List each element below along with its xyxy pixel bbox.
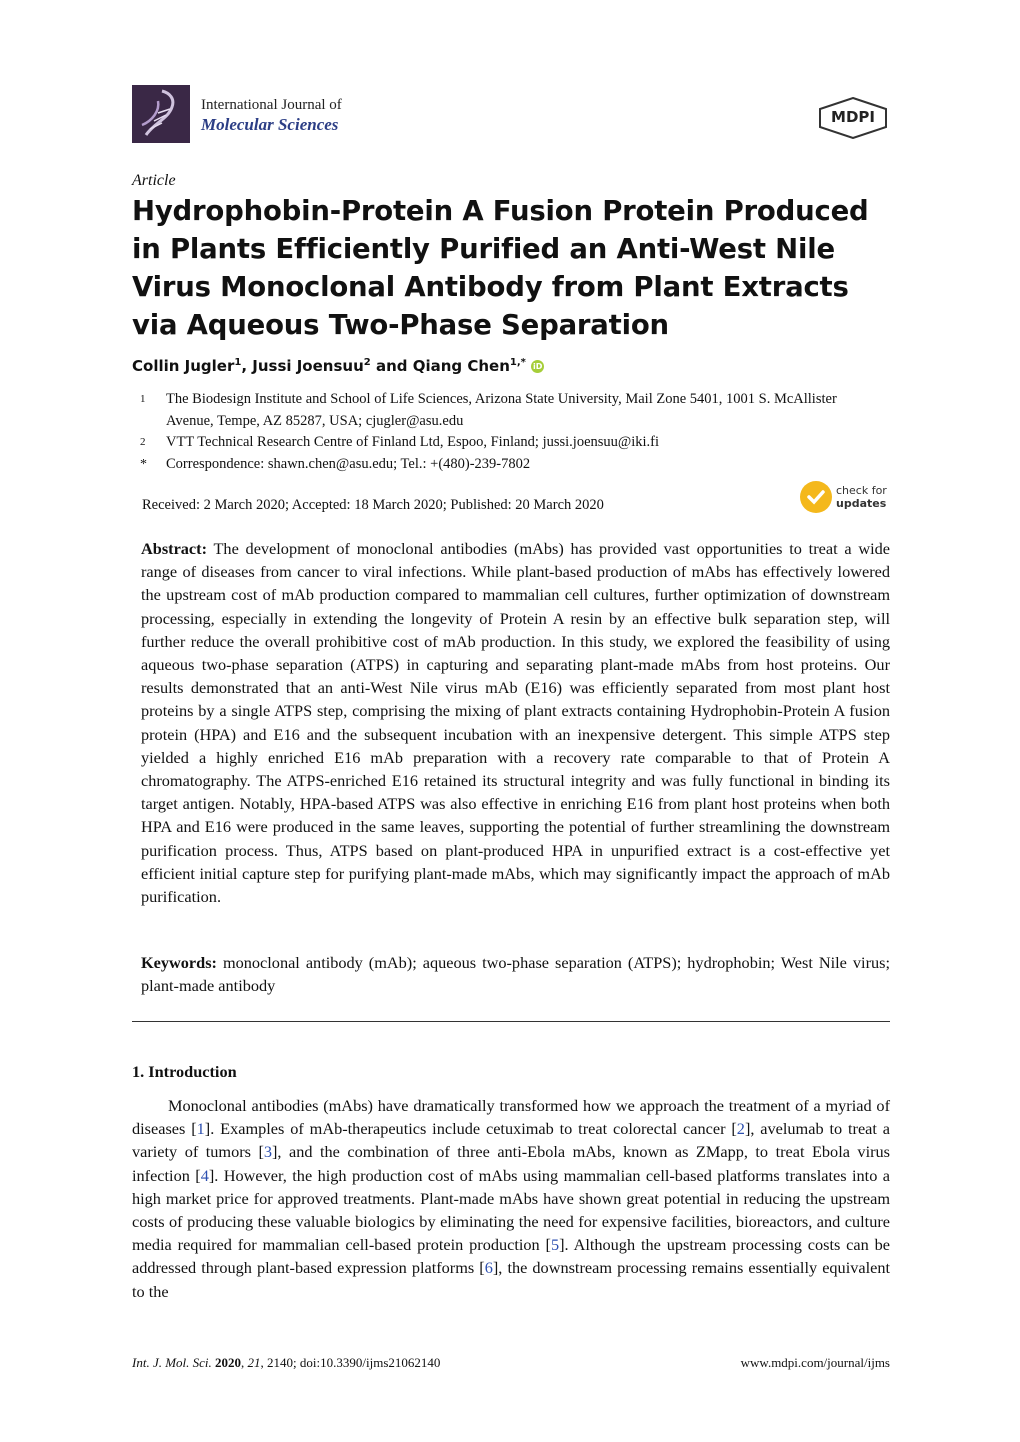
author-name: Jussi Joensuu — [252, 357, 364, 375]
abstract-text: The development of monoclonal antibodies (mAbs) has provided vast opportunities to treat a wide range of diseases from cancer to viral infections. While plant-based production of mAbs has effectively lowered the upstream cost of mAb production compared to mammalian cell cultures, further optimization of downstream processing, especially in extending the longevity of Protein A resin by an effective bulk separation step, will further reduce the overall prohibitive cost of mAb production. In this study, we explored the feasibility of using aqueous two-phase separation (ATPS) in capturing and separating plant-made mAbs from host proteins. Our results demonstrated that an anti-West Nile virus mAb (E16) was efficiently separated from most plant host proteins by a single ATPS step, comprising the mixing of plant extracts containing Hydrophobin-Protein A fusion protein (HPA) and E16 and the subsequent incubation with an inexpensive detergent. This simple ATPS step yielded a highly enriched E16 mAb preparation with a recovery rate comparable to that of Protein A chromatography. The ATPS-enriched E16 retained its structural integrity and was fully functional in binding its target antigen. Notably, HPA-based ATPS was also effective in enriching E16 from plant host proteins when both HPA and E16 were produced in the same leaves, supporting the potential of further streamlining the downstream purification process. Thus, ATPS based on plant-produced HPA in unpurified extract is a cost-effective yet efficient initial capture step for purifying plant-made mAbs, which may significantly impact the approach of mAb purification. — [141, 539, 890, 907]
keywords-text: monoclonal antibody (mAb); aqueous two-phase separation (ATPS); hydrophobin; West Nile virus; plant-made antibody — [141, 953, 890, 996]
publication-dates: Received: 2 March 2020; Accepted: 18 March 2020; Published: 20 March 2020 — [142, 497, 604, 513]
paragraph-text: ], the downstream processing remains essentially equivalent to the — [132, 1258, 891, 1301]
keywords-label: Keywords: — [141, 953, 217, 972]
author-affiliation-mark: 1,* — [509, 357, 526, 368]
affiliation-text: The Biodesign Institute and School of Life Sciences, Arizona State University, Mail Zone 5401, 1001 S. McAllister Avenue, Tempe, AZ 85287, USA; cjugler@asu.edu — [166, 391, 837, 429]
footer-journal-abbrev: Int. J. Mol. Sci. — [132, 1355, 212, 1370]
affiliation-mark: * — [140, 457, 147, 472]
journal-name — [201, 95, 342, 135]
citation-link[interactable]: 3 — [263, 1142, 273, 1162]
abstract — [141, 537, 890, 908]
check-updates-line2: updates — [836, 497, 887, 510]
paragraph-text: ]. Examples of mAb-therapeutics include cetuximab to treat colorectal cancer [ — [204, 1119, 737, 1139]
orcid-icon[interactable]: iD — [532, 362, 543, 371]
footer-year: 2020 — [215, 1355, 242, 1370]
citation-link[interactable]: 5 — [550, 1235, 560, 1255]
paragraph-text: ]. However, the high production cost of mAbs using mammalian cell-based platforms translates into a high market price for approved treatments. Plant-made mAbs have shown great potential in reducing the upstream costs of producing these valuable biologics by eliminating the need for expensive facilities, bioreactors, and culture media required for mammalian cell-based protein production [ — [132, 1165, 890, 1255]
correspondence — [140, 453, 900, 476]
footer-doi: , 2140; doi:10.3390/ijms21062140 — [260, 1355, 441, 1370]
paragraph-text: ]. Although the upstream processing costs can be addressed through plant-based expression platforms [ — [132, 1235, 890, 1278]
footer-citation: Int. J. Mol. Sci. 2020, 21, 2140; doi:10.3390/ijms21062140 — [132, 1355, 441, 1370]
author-affiliation-mark: 2 — [363, 357, 371, 368]
author-name: Collin Jugler — [132, 357, 235, 375]
affiliation-mark: 2 — [140, 436, 146, 448]
citation-link[interactable]: 4 — [200, 1165, 209, 1185]
journal-name-line2: Molecular Sciences — [201, 115, 339, 134]
section-divider — [132, 1021, 890, 1022]
check-updates-line1: check for — [836, 484, 887, 497]
affiliation-text: VTT Technical Research Centre of Finland Ltd, Espoo, Finland; jussi.joensuu@iki.fi — [166, 434, 660, 450]
citation-link[interactable]: 6 — [484, 1258, 493, 1278]
author-name: Qiang Chen — [412, 357, 510, 375]
mdpi-logo-text: MDPI — [831, 108, 875, 126]
citation-link[interactable]: 2 — [736, 1119, 745, 1139]
dna-helix-icon — [132, 85, 190, 143]
keywords — [141, 951, 890, 997]
article-type: Article — [132, 172, 176, 189]
correspondence-text: Correspondence: shawn.chen@asu.edu; Tel.: +(480)-239-7802 — [166, 456, 531, 472]
footer-url[interactable]: www.mdpi.com/journal/ijms — [740, 1355, 890, 1370]
abstract-label: Abstract: — [141, 539, 208, 558]
journal-logo — [132, 85, 190, 143]
check-for-updates-badge[interactable] — [800, 481, 890, 515]
author-list — [132, 357, 544, 375]
paragraph-text: Monoclonal antibodies (mAbs) have dramatically transformed how we approach the treatment of a myriad of diseases [ — [132, 1096, 890, 1139]
introduction-paragraph — [132, 1094, 890, 1303]
author-affiliation-mark: 1 — [234, 357, 242, 368]
article-title: Hydrophobin-Protein A Fusion Protein Produced in Plants Efficiently Purified an Anti-West Nile Virus Monoclonal Antibody from Plant Extracts via Aqueous Two-Phase Separation — [132, 195, 869, 341]
journal-name-line1: International Journal of — [201, 97, 342, 113]
citation-link[interactable]: 1 — [196, 1119, 205, 1139]
affiliation-mark: 1 — [140, 393, 146, 405]
footer-volume: 21 — [247, 1355, 261, 1370]
affiliation — [140, 431, 900, 455]
paragraph-text: ], and the combination of three anti-Ebola mAbs, known as ZMapp, to treat Ebola virus infection [ — [132, 1142, 890, 1185]
mdpi-logo — [818, 97, 888, 139]
author-separator: and — [370, 357, 413, 375]
check-updates-icon — [800, 481, 832, 513]
section-heading: 1. Introduction — [132, 1062, 237, 1081]
paragraph-text: ], avelumab to treat a variety of tumors [ — [132, 1119, 891, 1162]
author-separator: , — [241, 357, 253, 375]
affiliation — [140, 388, 900, 432]
